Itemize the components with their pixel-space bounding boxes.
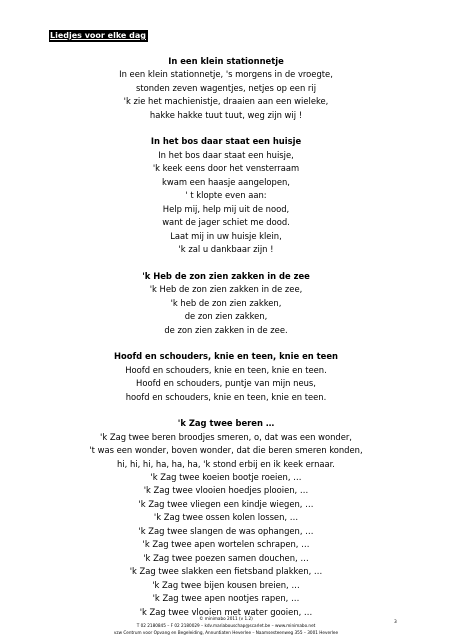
- lyric-line: 'k Zag twee apen nootjes rapen, …: [152, 593, 300, 604]
- song-title: Hoofd en schouders, knie en teen, knie en teen: [113, 351, 338, 362]
- lyric-line: 'k zie het machienistje, draaien aan een wieleke,: [123, 96, 329, 107]
- lyric-line: de zon zien zakken in de zee.: [164, 324, 288, 335]
- lyric-line: 'k heb de zon zien zakken,: [170, 297, 282, 308]
- lyric-line: stonden zeven wagentjes, netjes op een rij: [135, 82, 317, 93]
- lyric-line: 'k Heb de zon zien zakken in de zee,: [149, 284, 303, 295]
- lyric-line: 'k keek eens door het vensterraam: [152, 163, 300, 174]
- footer-copyright: © minimabo 2011 (v 1.2): [199, 616, 253, 621]
- footer-contact: T 02 2180845 – F 02 2180029 – kdv.mariabouschap@scarlet.be – www.minimabo.net: [136, 623, 316, 628]
- song-block: [0, 135, 452, 256]
- lyric-line: ' t klopte even aan:: [185, 190, 267, 201]
- lyric-line: 'k Zag twee bijen kousen breien, …: [152, 579, 300, 590]
- lyric-line: hoofd en schouders, knie en teen, knie en teen.: [125, 391, 327, 402]
- lyric-line: 'k Zag twee slangen de was ophangen, …: [138, 525, 314, 536]
- lyric-line: 'k Zag twee slakken een fietsband plakken, …: [129, 566, 323, 577]
- lyric-line: want de jager schiet me dood.: [162, 217, 290, 228]
- lyric-line: Hoofd en schouders, puntje van mijn neus,: [136, 378, 316, 389]
- song-block: [0, 55, 452, 122]
- lyric-line: hakke hakke tuut tuut, weg zijn wij !: [149, 109, 303, 120]
- song-title: 'k Heb de zon zien zakken in de zee: [142, 270, 310, 281]
- lyric-line: 'k Zag twee vliegen een kindje wiegen, …: [138, 498, 314, 509]
- page-number: 3: [394, 620, 397, 625]
- lyric-line: de zon zien zakken,: [184, 311, 268, 322]
- document-header: Liedjes voor elke dag: [50, 31, 146, 40]
- song-block: [0, 417, 452, 619]
- lyric-line: 't was een wonder, boven wonder, dat die beren smeren konden,: [89, 445, 363, 456]
- lyric-line: 'k Zag twee poezen samen douchen, …: [143, 552, 309, 563]
- footer-address: vzw Centrum voor Opvang en Begeleiding, Annuntiaten Heverlee – Naamsesteenweg 355 – 3001 Heverlee: [113, 630, 339, 635]
- song-title: 'k Zag twee beren …: [177, 418, 275, 429]
- lyric-line: kwam een haasje aangelopen,: [162, 176, 290, 187]
- lyric-line: In het bos daar staat een huisje,: [158, 149, 294, 160]
- song-block: [0, 350, 452, 404]
- lyric-line: 'k Zag twee ossen kolen lossen, …: [153, 512, 299, 523]
- song-title: In het bos daar staat een huisje: [150, 136, 302, 147]
- song-block: [0, 270, 452, 337]
- song-title: In een klein stationnetje: [168, 56, 284, 66]
- lyric-line: In een klein stationnetje, 's morgens in de vroegte,: [119, 69, 333, 80]
- lyric-line: 'k Zag twee koeien bootje roeien, …: [150, 471, 302, 482]
- lyric-line: 'k Zag twee vlooien hoedjes plooien, …: [143, 485, 309, 496]
- lyric-line: 'k Zag twee beren broodjes smeren, o, dat was een wonder,: [100, 431, 352, 442]
- lyric-line: Hoofd en schouders, knie en teen, knie en teen.: [125, 364, 327, 375]
- lyric-line: 'k zal u dankbaar zijn !: [178, 244, 274, 255]
- lyric-line: 'k Zag twee vlooien met water gooien, …: [139, 606, 313, 617]
- lyric-line: Help mij, help mij uit de nood,: [162, 203, 290, 214]
- song-list: [0, 55, 452, 619]
- lyric-line: Laat mij in uw huisje klein,: [170, 230, 282, 241]
- lyric-line: hi, hi, hi, ha, ha, ha, 'k stond erbij en ik keek ernaar.: [117, 458, 335, 469]
- lyric-line: 'k Zag twee apen wortelen schrapen, …: [142, 539, 310, 550]
